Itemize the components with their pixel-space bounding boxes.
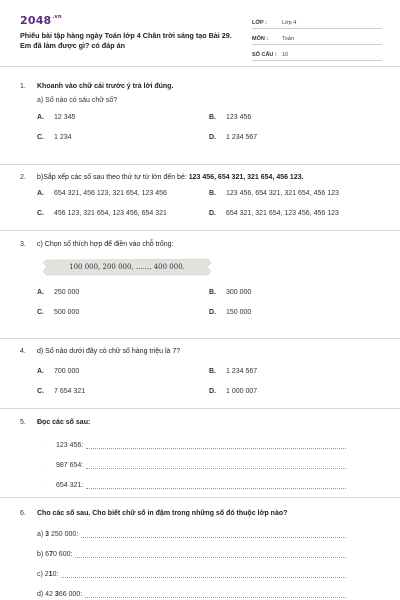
option-b[interactable] <box>209 190 381 197</box>
option-letter: A. <box>37 114 44 121</box>
option-letter: C. <box>37 309 44 316</box>
divider <box>0 408 400 409</box>
question-number: 4. <box>20 348 26 355</box>
option-c[interactable] <box>37 134 209 141</box>
option-text: 1 234 567 <box>226 368 258 375</box>
question-1 <box>20 82 382 141</box>
item-label: 987 654: <box>56 462 84 469</box>
question-text-bold: 123 456, 654 321, 321 654, 456 123. <box>188 174 304 181</box>
option-text: 1 234 567 <box>226 134 258 141</box>
answer-lines <box>20 518 382 598</box>
logo-text: 2048 <box>20 14 52 27</box>
option-text: 1 000 007 <box>226 388 258 395</box>
option-letter: B. <box>209 190 216 197</box>
option-b[interactable] <box>209 289 381 296</box>
option-letter: B. <box>209 289 216 296</box>
question-text: Đọc các số sau: <box>37 419 91 426</box>
option-letter: D. <box>209 134 216 141</box>
option-text: 123 456 <box>226 114 252 121</box>
option-letter: D. <box>209 309 216 316</box>
sequence-banner <box>42 258 212 276</box>
option-letter: A. <box>37 368 44 375</box>
answer-line[interactable]: · 123 456: <box>42 429 382 449</box>
option-text: 150 000 <box>226 309 252 316</box>
dotted-blank <box>75 550 346 558</box>
option-letter: D. <box>209 210 216 217</box>
question-text <box>37 173 382 182</box>
option-c[interactable] <box>37 388 209 395</box>
question-2 <box>20 173 382 217</box>
dotted-blank <box>81 530 346 538</box>
site-logo[interactable] <box>20 14 62 27</box>
item-label: d) 42 366 000: <box>37 591 83 598</box>
option-text: 250 000 <box>54 289 80 296</box>
option-d[interactable] <box>209 210 381 217</box>
option-a[interactable] <box>37 368 209 375</box>
option-letter: A. <box>37 289 44 296</box>
option-text: 500 000 <box>54 309 80 316</box>
answer-options <box>37 368 382 395</box>
option-letter: B. <box>209 114 216 121</box>
logo-suffix: .vn <box>52 14 62 20</box>
answer-options <box>37 114 382 141</box>
dotted-blank <box>86 441 346 449</box>
option-letter: B. <box>209 368 216 375</box>
option-text: 1 234 <box>54 134 72 141</box>
question-text: Cho các số sau. Cho biết chữ số in đậm trong những số đó thuộc lớp nào? <box>37 510 288 517</box>
option-c[interactable] <box>37 210 209 217</box>
option-text: 654 321, 321 654, 123 456, 456 123 <box>226 210 339 217</box>
divider <box>0 66 400 67</box>
question-subtext: a) Số nào có sáu chữ số? <box>37 97 118 104</box>
option-letter: C. <box>37 134 44 141</box>
answer-options <box>37 190 382 217</box>
question-text-plain: b)Sắp xếp các số sau theo thứ tự từ lớn đến bé: <box>37 174 189 181</box>
option-letter: A. <box>37 190 44 197</box>
question-number: 2. <box>20 174 26 181</box>
meta-row-count <box>252 46 382 61</box>
item-label: 654 321: <box>56 482 84 489</box>
question-text: c) Chọn số thích hợp để điền vào chỗ trống: <box>37 241 174 248</box>
meta-value: 10 <box>282 52 289 58</box>
option-b[interactable] <box>209 114 381 121</box>
option-text: 7 654 321 <box>54 388 86 395</box>
option-a[interactable] <box>37 289 209 296</box>
answer-line[interactable] <box>37 558 382 578</box>
option-c[interactable] <box>37 309 209 316</box>
answer-line[interactable] <box>37 518 382 538</box>
option-text: 700 000 <box>54 368 80 375</box>
answer-options <box>37 289 382 316</box>
item-label: a) 3 250 000: <box>37 531 79 538</box>
dotted-blank <box>85 590 346 598</box>
divider <box>0 164 400 165</box>
option-d[interactable] <box>209 134 381 141</box>
item-label: b) 670 600: <box>37 551 73 558</box>
divider <box>0 230 400 231</box>
answer-line[interactable] <box>37 578 382 598</box>
meta-label: MÔN : <box>252 36 269 42</box>
question-text: d) Số nào dưới đây có chữ số hàng triệu là 7? <box>37 348 181 355</box>
answer-line[interactable]: · 654 321: <box>42 469 382 489</box>
meta-label: LỚP : <box>252 20 267 26</box>
question-5 <box>20 418 382 489</box>
meta-label: SỐ CÂU : <box>252 52 277 58</box>
answer-lines <box>20 429 382 489</box>
meta-row-subject <box>252 30 382 45</box>
option-letter: C. <box>37 388 44 395</box>
option-a[interactable] <box>37 114 209 121</box>
question-number: 3. <box>20 241 26 248</box>
question-text: Khoanh vào chữ cái trước ý trả lời đúng. <box>37 83 174 90</box>
option-text: 456 123, 321 654, 123 456, 654 321 <box>54 210 167 217</box>
question-number: 1. <box>20 83 26 90</box>
question-number: 5. <box>20 419 26 426</box>
question-4 <box>20 347 382 395</box>
dotted-blank <box>86 461 346 469</box>
option-text: 654 321, 456 123, 321 654, 123 456 <box>54 190 167 197</box>
option-a[interactable] <box>37 190 209 197</box>
answer-line[interactable]: · 987 654: <box>42 449 382 469</box>
item-label: c) 210: <box>37 571 59 578</box>
option-letter: D. <box>209 388 216 395</box>
answer-line[interactable] <box>37 538 382 558</box>
question-3 <box>20 240 382 316</box>
option-text: 300 000 <box>226 289 252 296</box>
divider <box>0 338 400 339</box>
divider <box>0 497 400 498</box>
option-d[interactable] <box>209 388 381 395</box>
option-b[interactable] <box>209 368 381 375</box>
meta-value: Lớp 4 <box>282 20 297 26</box>
meta-row-class <box>252 14 382 29</box>
sequence-text: 100 000, 200 000, ......, 400 000. <box>69 263 185 271</box>
dotted-blank <box>61 570 346 578</box>
worksheet-header <box>20 12 382 62</box>
option-d[interactable] <box>209 309 381 316</box>
worksheet-meta <box>252 14 382 62</box>
item-label: 123 456: <box>56 442 84 449</box>
option-text: 123 456, 654 321, 321 654, 456 123 <box>226 190 339 197</box>
question-number: 6. <box>20 510 26 517</box>
option-text: 12 345 <box>54 114 76 121</box>
option-letter: C. <box>37 210 44 217</box>
question-6 <box>20 509 382 598</box>
dotted-blank <box>86 481 346 489</box>
meta-value: Toán <box>282 36 294 42</box>
worksheet-title: Phiếu bài tập hàng ngày Toán lớp 4 Chân trời sáng tạo Bài 29. Em đã làm được gì? có đáp án <box>20 31 232 50</box>
